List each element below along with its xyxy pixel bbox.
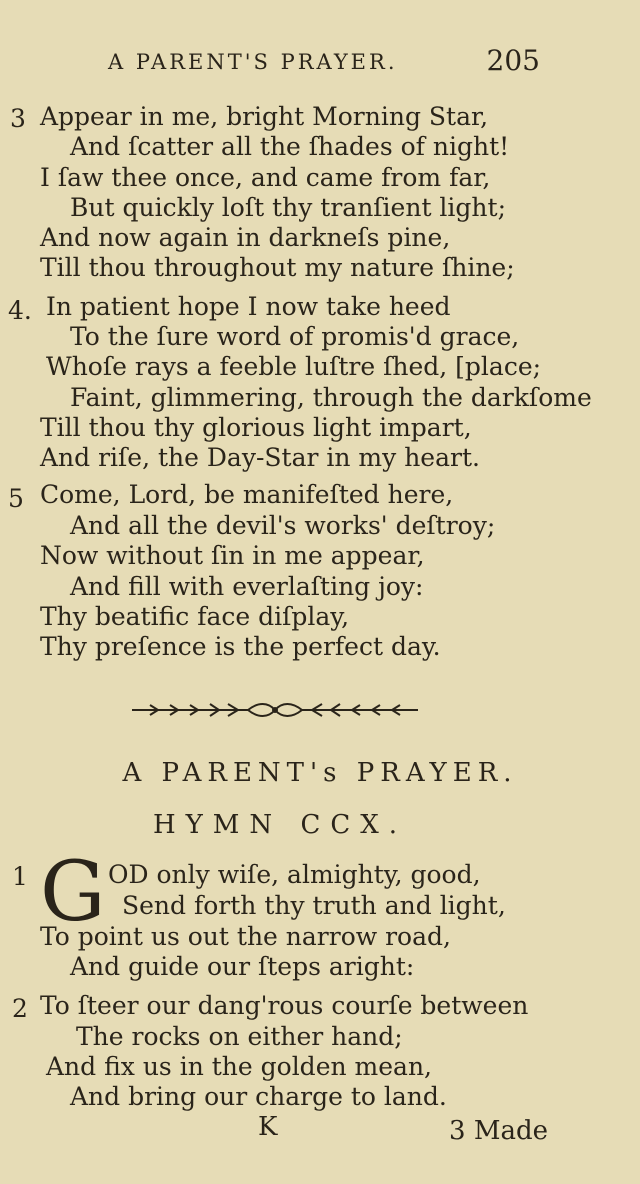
- ornamental-rule-icon: [130, 700, 420, 720]
- verse-line: And fix us in the golden mean,: [46, 1052, 432, 1081]
- stanza-number: 3: [10, 104, 26, 133]
- verse-line: In patient hope I now take heed: [46, 292, 451, 321]
- verse-line: And bring our charge to land.: [70, 1082, 447, 1111]
- stanza-number: 2: [12, 994, 28, 1023]
- verse-line: But quickly loſt thy tranſient light;: [70, 193, 506, 222]
- verse-line: Till thou thy glorious light impart,: [40, 413, 472, 442]
- verse-line: Appear in me, bright Morning Star,: [40, 102, 489, 131]
- signature-mark: K: [258, 1112, 278, 1142]
- verse-line: Send forth thy truth and light,: [122, 891, 506, 920]
- verse-line: To point us out the narrow road,: [40, 922, 451, 951]
- verse-line: And guide our ſteps aright:: [70, 952, 415, 981]
- verse-line: Whoſe rays a feeble luſtre ſhed, [place;: [46, 352, 542, 381]
- running-head: A PARENT'S PRAYER.: [108, 50, 398, 74]
- verse-line: Faint, glimmering, through the darkſome: [70, 383, 592, 412]
- verse-line: Thy beatific face diſplay,: [40, 602, 350, 631]
- verse-line: To ſteer our dang'rous courſe between: [40, 991, 529, 1020]
- verse-line: OD only wiſe, almighty, good,: [108, 860, 481, 889]
- drop-cap: G: [40, 845, 106, 940]
- catchword: 3 Made: [449, 1116, 548, 1146]
- verse-line: I ſaw thee once, and came from far,: [40, 163, 491, 192]
- verse-line: And fill with everlaſting joy:: [70, 572, 424, 601]
- verse-line: And now again in darkneſs pine,: [40, 223, 451, 252]
- verse-line: Thy preſence is the perfect day.: [40, 632, 441, 661]
- verse-line: And ſcatter all the ſhades of night!: [70, 132, 510, 161]
- verse-line: The rocks on either hand;: [76, 1022, 403, 1051]
- verse-line: And riſe, the Day-Star in my heart.: [40, 443, 480, 472]
- stanza-number: 1: [12, 862, 28, 891]
- stanza-number: 4.: [8, 296, 32, 325]
- verse-line: Till thou throughout my nature ſhine;: [40, 253, 515, 282]
- hymn-number-title: HYMN CCX.: [152, 810, 408, 840]
- verse-line: Come, Lord, be manifeſted here,: [40, 480, 454, 509]
- verse-line: And all the devil's works' deſtroy;: [70, 511, 496, 540]
- stanza-number: 5: [8, 484, 24, 513]
- verse-line: Now without ſin in me appear,: [40, 541, 425, 570]
- page-number: 205: [486, 44, 540, 77]
- hymn-title: A PARENT's PRAYER.: [122, 758, 518, 788]
- verse-line: To the ſure word of promis'd grace,: [70, 322, 520, 351]
